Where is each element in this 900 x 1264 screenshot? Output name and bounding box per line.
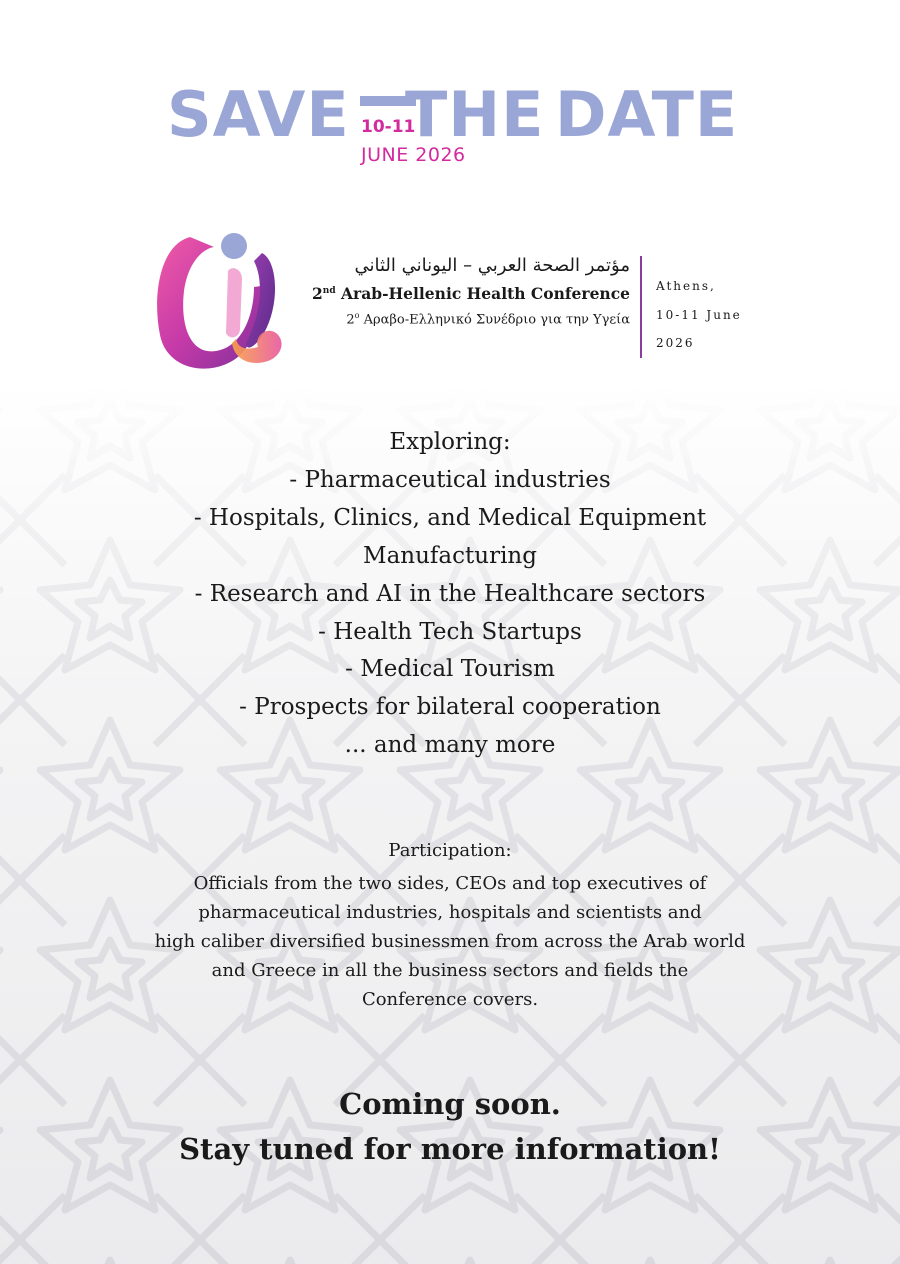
participation-line: and Greece in all the business sectors and fields the xyxy=(211,960,689,981)
the-word: THE xyxy=(405,78,545,151)
vertical-divider xyxy=(640,256,642,358)
exploring-title: Exploring: xyxy=(389,429,511,455)
conference-logo-icon xyxy=(150,225,290,380)
event-month-year: JUNE 2026 xyxy=(361,144,466,166)
conference-name-arabic: مؤتمر الصحة العربي – اليوناني الثاني xyxy=(354,255,630,276)
date-word: DATE xyxy=(555,78,739,151)
save-the-date-header xyxy=(0,80,900,180)
save-word: SAVE xyxy=(167,78,350,151)
coming-soon-text: Coming soon. xyxy=(339,1087,561,1121)
location-dates: 10-11 June xyxy=(656,307,742,322)
exploring-section xyxy=(100,424,800,765)
participation-line: Conference covers. xyxy=(361,989,539,1010)
ordinal-gr: 2 xyxy=(346,311,355,327)
topic-item: Manufacturing xyxy=(363,542,537,569)
participation-line: high caliber diversified businessmen from across the Arab world xyxy=(154,931,746,952)
stay-tuned-text: Stay tuned for more information! xyxy=(179,1132,721,1166)
topic-item: - Medical Tourism xyxy=(345,656,555,683)
closing-message xyxy=(100,1082,800,1172)
conference-names xyxy=(290,255,630,327)
ordinal-en: 2 xyxy=(311,283,323,303)
topic-item: - Pharmaceutical industries xyxy=(289,466,611,493)
conference-location-date xyxy=(656,272,742,358)
conference-name-greek xyxy=(290,311,630,327)
event-days: 10-11 xyxy=(361,117,416,137)
topic-item: - Prospects for bilateral cooperation xyxy=(239,694,661,721)
name-en: Arab-Hellenic Health Conference xyxy=(335,283,630,303)
participation-line: pharmaceutical industries, hospitals and scientists and xyxy=(198,902,702,923)
conference-name-english xyxy=(290,284,630,303)
participation-line: Officials from the two sides, CEOs and top executives of xyxy=(193,873,707,894)
participation-section xyxy=(100,836,800,1014)
ordinal-en-suffix: nd xyxy=(322,285,336,296)
location-year: 2026 xyxy=(656,336,695,350)
topic-item: - Health Tech Startups xyxy=(318,618,582,645)
participation-title: Participation: xyxy=(388,840,512,861)
topic-item: - Hospitals, Clinics, and Medical Equipment xyxy=(193,504,707,531)
topic-item: - Research and AI in the Healthcare sectors xyxy=(194,580,706,607)
name-gr: Αραβο-Ελληνικό Συνέδριο για την Υγεία xyxy=(359,311,630,327)
topic-item: ... and many more xyxy=(344,732,556,759)
location-city: Athens, xyxy=(656,279,716,293)
ordinal-gr-suffix: o xyxy=(354,310,360,320)
